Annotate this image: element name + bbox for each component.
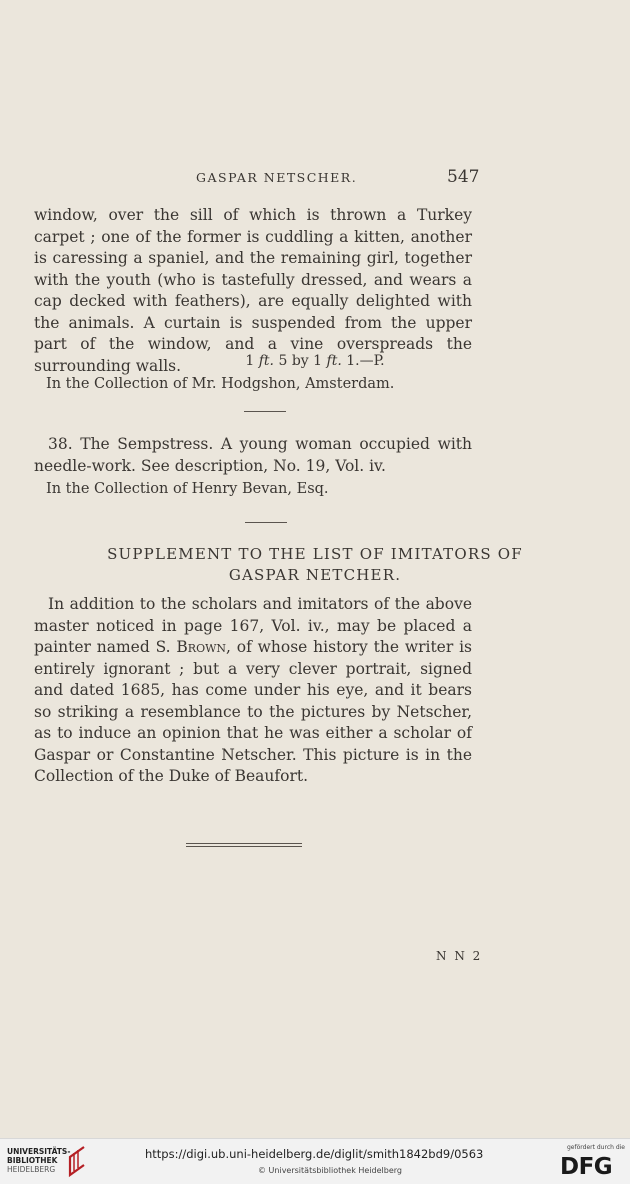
permalink-url[interactable]: https://digi.ub.uni-heidelberg.de/diglit/smith1842bd9/0563	[145, 1147, 484, 1161]
end-rule	[186, 846, 302, 847]
supplement-heading-line-1: SUPPLEMENT TO THE LIST OF IMITATORS OF	[107, 545, 523, 563]
section-divider	[244, 411, 286, 412]
library-name	[7, 1147, 70, 1174]
entry-38-paragraph: 38. The Sempstress. A young woman occupied with needle-work. See description, No. 19, Vol. iv.	[34, 435, 472, 475]
viewer-footer	[0, 1138, 630, 1184]
supplement-text-before: In addition to the scholars and imitators of the above master noticed in page 167, Vol. iv., may be placed a painter named S.	[34, 595, 472, 656]
page-number: 547	[447, 167, 480, 187]
dim-ft-unit-2: ft.	[326, 353, 342, 369]
section-divider	[245, 522, 287, 523]
dim-mid: 5 by 1	[278, 353, 323, 369]
library-line-1: UNIVERSITÄTS-	[7, 1147, 71, 1156]
copyright-notice: © Universitätsbibliothek Heidelberg	[258, 1166, 403, 1175]
dfg-logo: DFG	[560, 1154, 613, 1180]
library-logo-icon	[64, 1145, 88, 1179]
supplement-heading-line-2: GASPAR NETCHER.	[228, 566, 402, 584]
supplement-paragraph	[34, 594, 472, 788]
end-rule	[186, 843, 302, 844]
supplement-text-after: , of whose history the writer is entirely ignorant ; but a very clever portrait, signed and dated 1685, has come under his eye, and it bears so striking a resemblance to the pictures by Netscher, as to induce an opinion that he was either a scholar of Gaspar or Constantine Netscher. This picture is in the Collection of the Duke of Beaufort.	[34, 638, 472, 785]
library-line-3: HEIDELBERG	[7, 1165, 56, 1174]
entry-37-collection: In the Collection of Mr. Hodgshon, Amsterdam.	[46, 376, 395, 392]
running-title: GASPAR NETSCHER.	[196, 170, 358, 185]
library-line-2: BIBLIOTHEK	[7, 1156, 58, 1165]
running-header	[0, 167, 630, 190]
entry-37-paragraph: window, over the sill of which is thrown a Turkey carpet ; one of the former is cuddling a kitten, another is caressing a spaniel, and the remaining girl, together with the youth (who is tastefully dressed, and wears a cap decked with feathers), are equally delighted with the animals. A curtain is suspended from the upper part of the window, and a vine overspreads the surrounding walls.	[34, 206, 472, 375]
dim-end: 1.—P.	[346, 353, 385, 369]
dim-feet-1: 1	[245, 353, 255, 369]
signature-mark: N N 2	[436, 949, 483, 963]
painter-name: Brown	[176, 638, 227, 656]
supplement-heading	[0, 544, 630, 586]
entry-38-collection: In the Collection of Henry Bevan, Esq.	[46, 481, 329, 497]
dim-ft-unit-1: ft.	[258, 353, 275, 369]
funding-note: gefördert durch die	[567, 1144, 625, 1151]
entry-37-dimensions	[0, 353, 630, 369]
